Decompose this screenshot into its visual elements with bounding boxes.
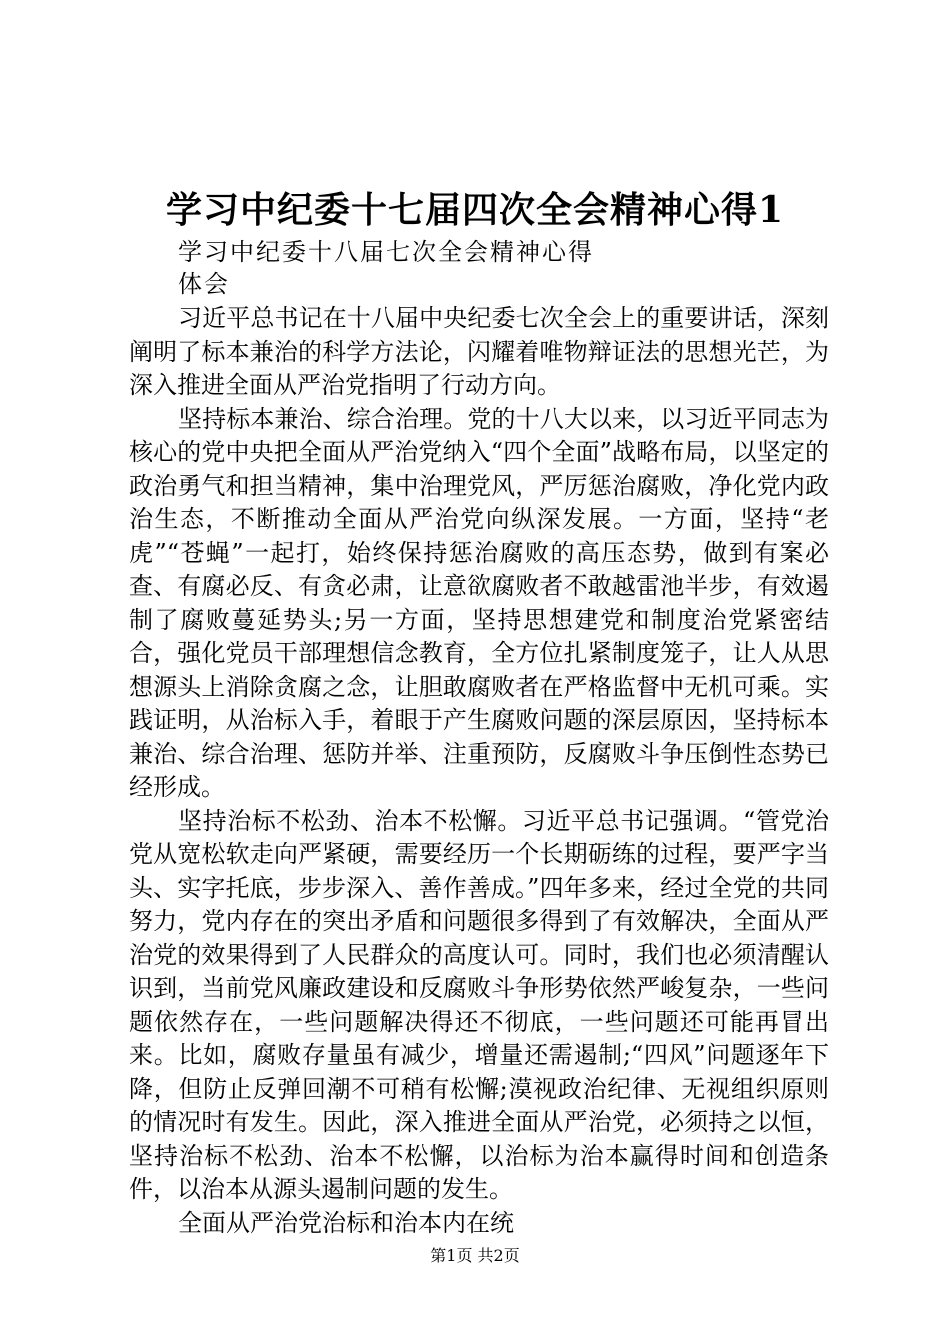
- document-body: [129, 302, 829, 1240]
- paragraph-4: 全面从严治党治标和治本内在统: [178, 1208, 514, 1237]
- document-subtitle: 学习中纪委十八届七次全会精神心得体会: [178, 238, 594, 298]
- paragraph-1: 习近平总书记在十八届中央纪委七次全会上的重要讲话，深刻阐明了标本兼治的科学方法论，闪耀着唯物辩证法的思想光芒，为深入推进全面从严治党指明了行动方向。: [129, 304, 829, 399]
- page-footer: 第1页 共2页: [430, 1246, 520, 1265]
- paragraph-2: 坚持标本兼治、综合治理。党的十八大以来，以习近平同志为核心的党中央把全面从严治党纳入“四个全面”战略布局，以坚定的政治勇气和担当精神，集中治理党风，严厉惩治腐败，净化党内政治生态，不断推动全面从严治党向纵深发展。一方面，坚持“老虎”“苍蝇”一起打，始终保持惩治腐败的高压态势，做到有案必查、有腐必反、有贪必肃，让意欲腐败者不敢越雷池半步，有效遏制了腐败蔓延势头;另一方面，坚持思想建党和制度治党紧密结合，强化党员干部理想信念教育，全方位扎紧制度笼子，让人从思想源头上消除贪腐之念，让胆敢腐败者在严格监督中无机可乘。实践证明，从治标入手，着眼于产生腐败问题的深层原因，坚持标本兼治、综合治理、惩防并举、注重预防，反腐败斗争压倒性态势已经形成。: [129, 404, 829, 801]
- paragraph-3: 坚持治标不松劲、治本不松懈。习近平总书记强调。“管党治党从宽松软走向严紧硬，需要经历一个长期砺练的过程，要严字当头、实字托底，步步深入、善作善成。”四年多来，经过全党的共同努力，党内存在的突出矛盾和问题很多得到了有效解决，全面从严治党的效果得到了人民群众的高度认可。同时，我们也必须清醒认识到，当前党风廉政建设和反腐败斗争形势依然严峻复杂，一些问题依然存在，一些问题解决得还不彻底，一些问题还可能再冒出来。比如，腐败存量虽有减少，增量还需遏制;“四风”问题逐年下降，但防止反弹回潮不可稍有松懈;漠视政治纪律、无视组织原则的情况时有发生。因此，深入推进全面从严治党，必须持之以恒，坚持治标不松劲、治本不松懈，以治标为治本赢得时间和创造条件，以治本从源头遏制问题的发生。: [129, 806, 829, 1203]
- document-title: 学习中纪委十七届四次全会精神心得1: [165, 189, 785, 231]
